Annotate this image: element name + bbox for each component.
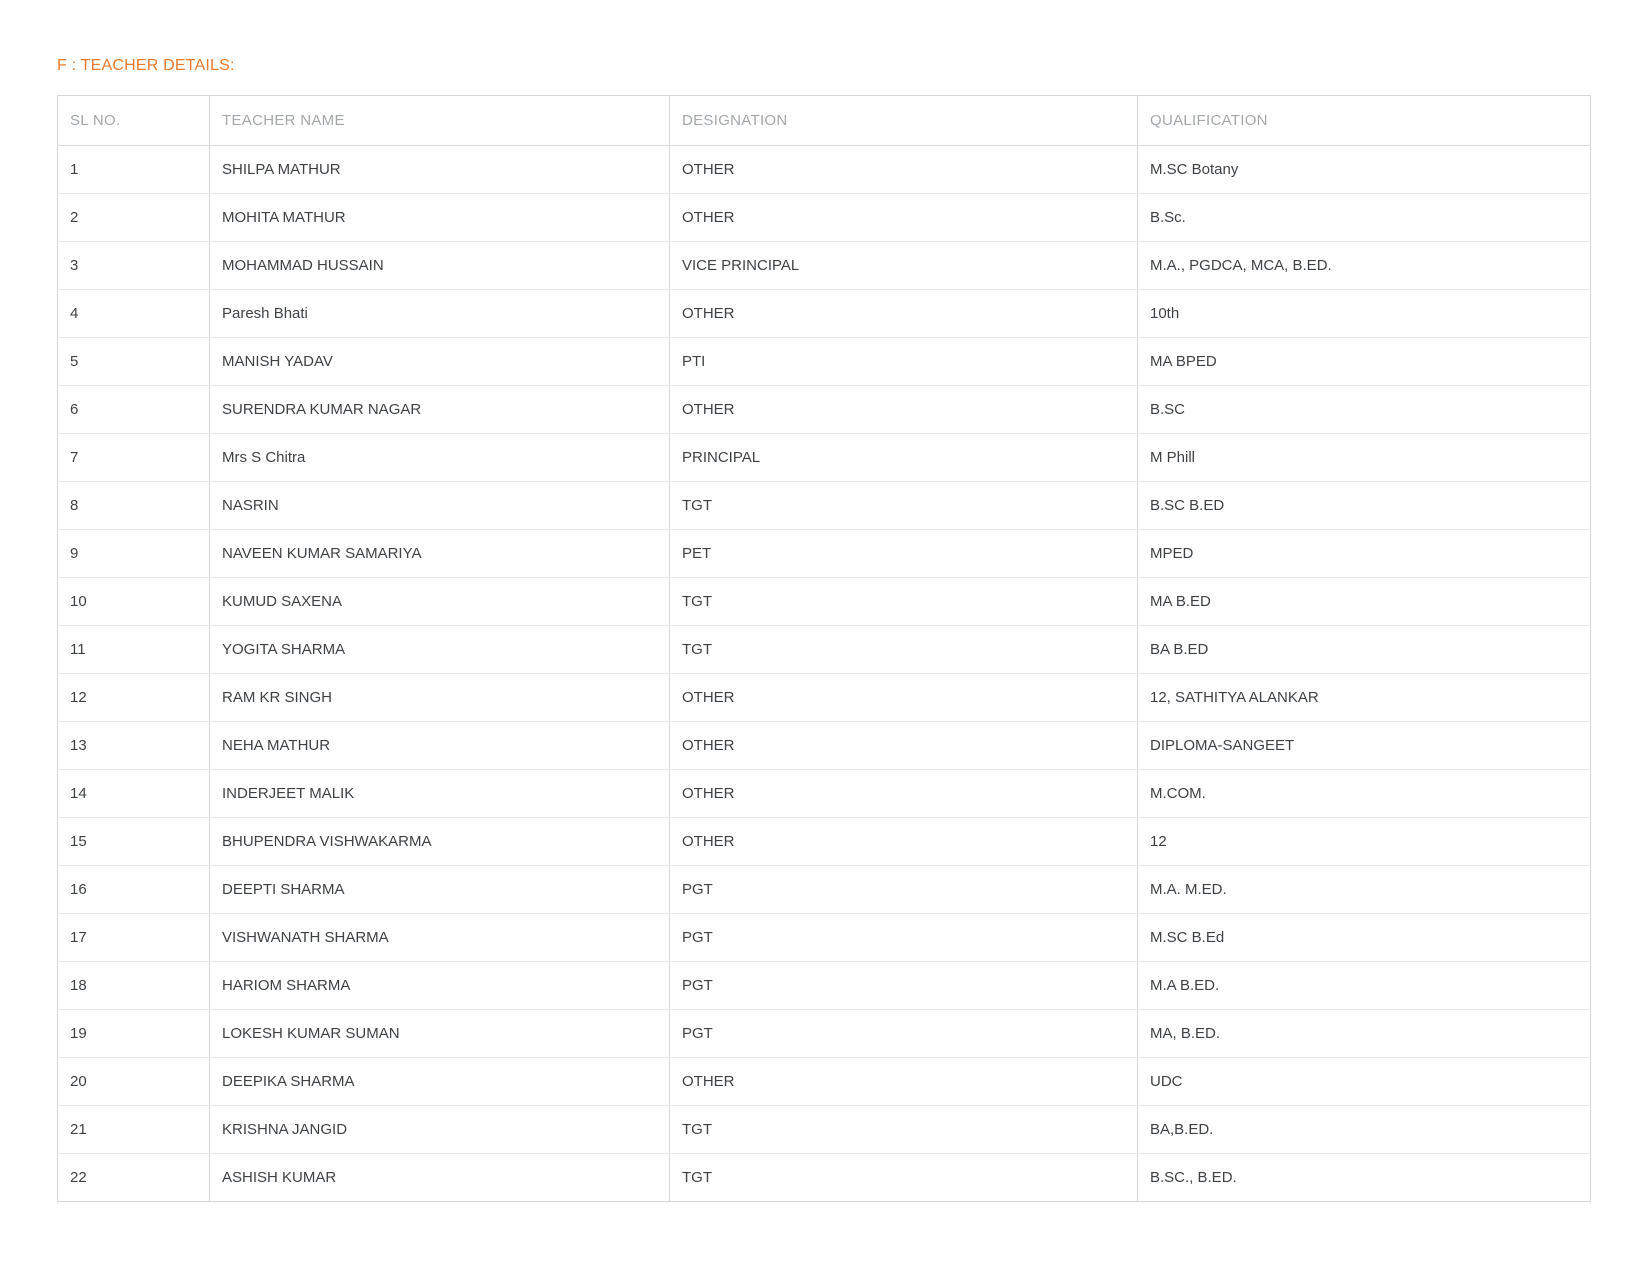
teacher-name-cell: NEHA MATHUR [210, 722, 670, 770]
table-row [58, 914, 1591, 962]
designation-cell: OTHER [670, 722, 1138, 770]
designation-cell: PGT [670, 914, 1138, 962]
qualification-cell: 12 [1138, 818, 1591, 866]
sl-no-cell: 19 [58, 1010, 210, 1058]
qualification-cell: MA, B.ED. [1138, 1010, 1591, 1058]
column-header-designation: DESIGNATION [670, 96, 1138, 146]
designation-cell: VICE PRINCIPAL [670, 242, 1138, 290]
sl-no-cell: 14 [58, 770, 210, 818]
qualification-cell: MA B.ED [1138, 578, 1591, 626]
teacher-details-table [57, 95, 1591, 1202]
teacher-name-cell: SHILPA MATHUR [210, 146, 670, 194]
sl-no-cell: 1 [58, 146, 210, 194]
sl-no-cell: 3 [58, 242, 210, 290]
qualification-cell: BA,B.ED. [1138, 1106, 1591, 1154]
designation-cell: OTHER [670, 1058, 1138, 1106]
qualification-cell: UDC [1138, 1058, 1591, 1106]
teacher-name-cell: Mrs S Chitra [210, 434, 670, 482]
table-row [58, 626, 1591, 674]
teacher-name-cell: BHUPENDRA VISHWAKARMA [210, 818, 670, 866]
qualification-cell: M Phill [1138, 434, 1591, 482]
table-header [58, 96, 1591, 146]
teacher-name-cell: KUMUD SAXENA [210, 578, 670, 626]
table-row [58, 770, 1591, 818]
teacher-name-cell: VISHWANATH SHARMA [210, 914, 670, 962]
designation-cell: OTHER [670, 194, 1138, 242]
table-row [58, 674, 1591, 722]
qualification-cell: MA BPED [1138, 338, 1591, 386]
table-row [58, 1058, 1591, 1106]
designation-cell: TGT [670, 626, 1138, 674]
qualification-cell: 10th [1138, 290, 1591, 338]
table-row [58, 290, 1591, 338]
sl-no-cell: 8 [58, 482, 210, 530]
qualification-cell: M.A., PGDCA, MCA, B.ED. [1138, 242, 1591, 290]
teacher-name-cell: ASHISH KUMAR [210, 1154, 670, 1202]
qualification-cell: BA B.ED [1138, 626, 1591, 674]
designation-cell: TGT [670, 1154, 1138, 1202]
column-header-qualification: QUALIFICATION [1138, 96, 1591, 146]
sl-no-cell: 10 [58, 578, 210, 626]
qualification-cell: DIPLOMA-SANGEET [1138, 722, 1591, 770]
teacher-name-cell: MANISH YADAV [210, 338, 670, 386]
sl-no-cell: 21 [58, 1106, 210, 1154]
table-header-row [58, 96, 1591, 146]
designation-cell: OTHER [670, 674, 1138, 722]
sl-no-cell: 12 [58, 674, 210, 722]
table-row [58, 482, 1591, 530]
qualification-cell: B.SC B.ED [1138, 482, 1591, 530]
table-row [58, 722, 1591, 770]
designation-cell: TGT [670, 482, 1138, 530]
table-row [58, 146, 1591, 194]
qualification-cell: B.Sc. [1138, 194, 1591, 242]
designation-cell: OTHER [670, 290, 1138, 338]
table-row [58, 1154, 1591, 1202]
sl-no-cell: 2 [58, 194, 210, 242]
sl-no-cell: 22 [58, 1154, 210, 1202]
sl-no-cell: 4 [58, 290, 210, 338]
teacher-name-cell: NAVEEN KUMAR SAMARIYA [210, 530, 670, 578]
teacher-name-cell: INDERJEET MALIK [210, 770, 670, 818]
designation-cell: PTI [670, 338, 1138, 386]
teacher-name-cell: SURENDRA KUMAR NAGAR [210, 386, 670, 434]
qualification-cell: M.A. M.ED. [1138, 866, 1591, 914]
teacher-name-cell: DEEPTI SHARMA [210, 866, 670, 914]
qualification-cell: M.COM. [1138, 770, 1591, 818]
designation-cell: PRINCIPAL [670, 434, 1138, 482]
sl-no-cell: 15 [58, 818, 210, 866]
column-header-sl-no: SL NO. [58, 96, 210, 146]
designation-cell: OTHER [670, 386, 1138, 434]
qualification-cell: 12, SATHITYA ALANKAR [1138, 674, 1591, 722]
designation-cell: TGT [670, 578, 1138, 626]
teacher-table-container [57, 95, 1591, 1202]
qualification-cell: MPED [1138, 530, 1591, 578]
teacher-name-cell: KRISHNA JANGID [210, 1106, 670, 1154]
teacher-name-cell: MOHITA MATHUR [210, 194, 670, 242]
designation-cell: PGT [670, 1010, 1138, 1058]
designation-cell: OTHER [670, 818, 1138, 866]
qualification-cell: B.SC [1138, 386, 1591, 434]
qualification-cell: B.SC., B.ED. [1150, 1169, 1237, 1186]
section-heading: F : TEACHER DETAILS: [57, 57, 235, 74]
teacher-name-cell: LOKESH KUMAR SUMAN [210, 1010, 670, 1058]
designation-cell: PGT [670, 866, 1138, 914]
sl-no-cell: 6 [58, 386, 210, 434]
table-row [58, 434, 1591, 482]
column-header-teacher-name: TEACHER NAME [210, 96, 670, 146]
designation-cell: PET [670, 530, 1138, 578]
sl-no-cell: 9 [58, 530, 210, 578]
teacher-name-cell: NASRIN [210, 482, 670, 530]
qualification-cell: M.A B.ED. [1138, 962, 1591, 1010]
table-row [58, 962, 1591, 1010]
table-row [58, 386, 1591, 434]
sl-no-cell: 5 [58, 338, 210, 386]
teacher-name-cell: DEEPIKA SHARMA [210, 1058, 670, 1106]
table-body [58, 146, 1591, 1202]
designation-cell: TGT [670, 1106, 1138, 1154]
sl-no-cell: 16 [58, 866, 210, 914]
sl-no-cell: 17 [58, 914, 210, 962]
table-row [58, 818, 1591, 866]
sl-no-cell: 7 [58, 434, 210, 482]
table-row [58, 242, 1591, 290]
qualification-cell: M.SC B.Ed [1138, 914, 1591, 962]
table-row [58, 338, 1591, 386]
teacher-name-cell: HARIOM SHARMA [210, 962, 670, 1010]
teacher-name-cell: YOGITA SHARMA [210, 626, 670, 674]
table-row [58, 866, 1591, 914]
qualification-cell: M.SC Botany [1138, 146, 1591, 194]
sl-no-cell: 13 [58, 722, 210, 770]
table-row [58, 530, 1591, 578]
teacher-name-cell: MOHAMMAD HUSSAIN [210, 242, 670, 290]
table-row [58, 194, 1591, 242]
table-row [58, 1106, 1591, 1154]
sl-no-cell: 11 [58, 626, 210, 674]
table-row [58, 578, 1591, 626]
table-row [58, 1010, 1591, 1058]
teacher-name-cell: RAM KR SINGH [210, 674, 670, 722]
designation-cell: PGT [670, 962, 1138, 1010]
designation-cell: OTHER [670, 770, 1138, 818]
sl-no-cell: 20 [58, 1058, 210, 1106]
sl-no-cell: 18 [58, 962, 210, 1010]
teacher-name-cell: Paresh Bhati [210, 290, 670, 338]
designation-cell: OTHER [670, 146, 1138, 194]
